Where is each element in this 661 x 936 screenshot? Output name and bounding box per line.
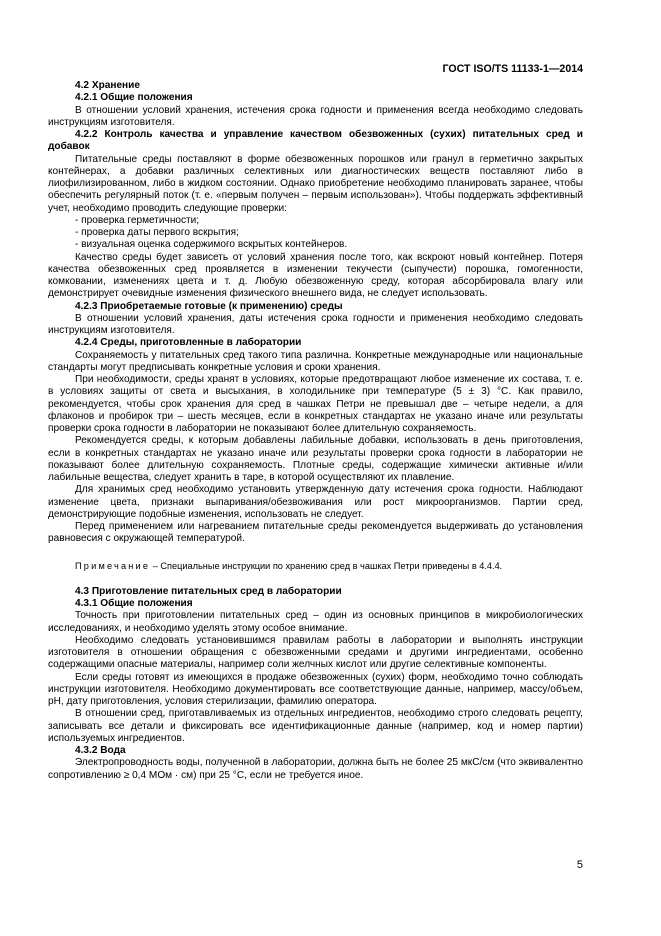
paragraph: Электропроводность воды, полученной в лаборатории, должна быть не более 25 мкС/см (что эквивалентно сопротивлению ≥ 0,4 МОм · см) при 25 °С, если не требуется иное. — [48, 757, 583, 781]
paragraph: Качество среды будет зависеть от условий хранения после того, как вскроют новый контейнер. Потеря качества обезвоженных сред проявляется в изменении текучести (сыпучести) порошка, гомогенности, комковании, изменениях цвета и т. д. Любую обезвоженную среду, которая абсорбировала влагу или демонстрирует очевидные изменения физического внешнего вида, не следует использовать. — [48, 251, 583, 300]
paragraph: Рекомендуется среды, к которым добавлены лабильные добавки, использовать в день приготовления, если в конкретных стандартах не указано иначе или результаты проверки срока годности в лаборатории не показывают более длительную сохраняемость. Плотные среды, содержащие химически активные и/или лабильные вещества, следует хранить в таре, в которой осуществляют их плавление. — [48, 435, 583, 483]
document-body — [48, 80, 583, 782]
paragraph: Сохраняемость у питательных сред такого типа различна. Конкретные международные или национальные стандарты могут предписывать конкретные условия и сроки хранения. — [48, 349, 583, 373]
standard-header: ГОСТ ISO/TS 11133-1—2014 — [442, 63, 583, 75]
section-heading: 4.2.4 Среды, приготовленные в лаборатории — [75, 337, 302, 349]
paragraph: Перед применением или нагреванием питательные среды рекомендуется выдерживать до установления равновесия с окружающей температурой. — [48, 521, 583, 545]
list-item: - визуальная оценка содержимого вскрытых контейнеров. — [75, 239, 348, 251]
section-heading: 4.3.2 Вода — [75, 745, 126, 756]
section-heading: 4.2.1 Общие положения — [75, 92, 193, 104]
paragraph: Питательные среды поставляют в форме обезвоженных порошков или гранул в герметично закрытых контейнерах, а добавки различных селективных или диагностических веществ поставляют либо в лиофилизированном, либо в жидком состоянии. Однако приобретение необходимо планировать заранее, чтобы обеспечить регулярный поток (т. е. «первым получен – первым использован»). Чтобы поддержать эффективный учет, необходимо проводить следующие проверки: — [48, 153, 583, 214]
page-number: 5 — [576, 859, 583, 871]
section-heading: 4.2.2 Контроль качества и управление качеством обезвоженных (сухих) питательных сред и добавок — [48, 129, 583, 153]
paragraph: В отношении условий хранения, даты истечения срока годности и применения необходимо следовать инструкциям изготовителя. — [48, 312, 583, 336]
section-heading: 4.2.3 Приобретаемые готовые (к применению) среды — [75, 300, 343, 312]
paragraph: В отношении сред, приготавливаемых из отдельных ингредиентов, необходимо строго следовать рецепту, записывать все детали и фиксировать все идентификационные данные (например, код и номер партии) используемых ингредиентов. — [48, 708, 583, 744]
note — [48, 560, 583, 572]
paragraph: Если среды готовят из имеющихся в продаже обезвоженных (сухих) форм, необходимо точно соблюдать инструкции изготовителя. Необходимо документировать все соответствующие данные, например, массу/объем, рН, дату приготовления, условия стерилизации, фамилию оператора. — [48, 671, 583, 707]
note-label: Примечание — [75, 560, 151, 571]
paragraph: Для хранимых сред необходимо установить утвержденную дату истечения срока годности. Наблюдают изменение цвета, признаки выпаривания/обезвоживания или рост микроорганизмов. Партии сред, демонстрирующие подобные изменения, использовать не следует. — [48, 484, 583, 520]
section-heading: 4.3.1 Общие положения — [75, 598, 193, 609]
list-item: - проверка герметичности; — [75, 214, 200, 226]
note-text: – Специальные инструкции по хранению сред в чашках Петри приведены в 4.4.4. — [150, 560, 503, 571]
paragraph: Точность при приготовлении питательных сред – один из основных принципов в микробиологических исследованиях, и необходимо уделять этому особое внимание. — [48, 610, 583, 634]
paragraph: В отношении условий хранения, истечения срока годности и применения всегда необходимо следовать инструкциям изготовителя. — [48, 104, 583, 128]
paragraph: При необходимости, среды хранят в условиях, которые предотвращают любое изменение их состава, т. е. в условиях защиты от света и высыхания, в холодильнике при температуре (5 ± 3) °С. Как правило, рекомендуется, чтобы срок хранения для сред в чашках Петри не превышал две – четыре недели, а для флаконов и пробирок три – шесть месяцев, если в конкретных стандартах не указано иначе или результаты проверки срока годности в лаборатории не показывают более длительную сохраняемость. — [48, 374, 583, 434]
list-item: - проверка даты первого вскрытия; — [75, 227, 239, 238]
paragraph: Необходимо следовать установившимся правилам работы в лаборатории и выполнять инструкции изготовителя в отношении обращения с обезвоженными средами и другими ингредиентами, особенно содержащими опасные материалы, например соли желчных кислот или другие селективные компоненты. — [48, 634, 583, 671]
section-heading: 4.2 Хранение — [75, 80, 140, 91]
section-heading: 4.3 Приготовление питательных сред в лаборатории — [75, 585, 342, 597]
